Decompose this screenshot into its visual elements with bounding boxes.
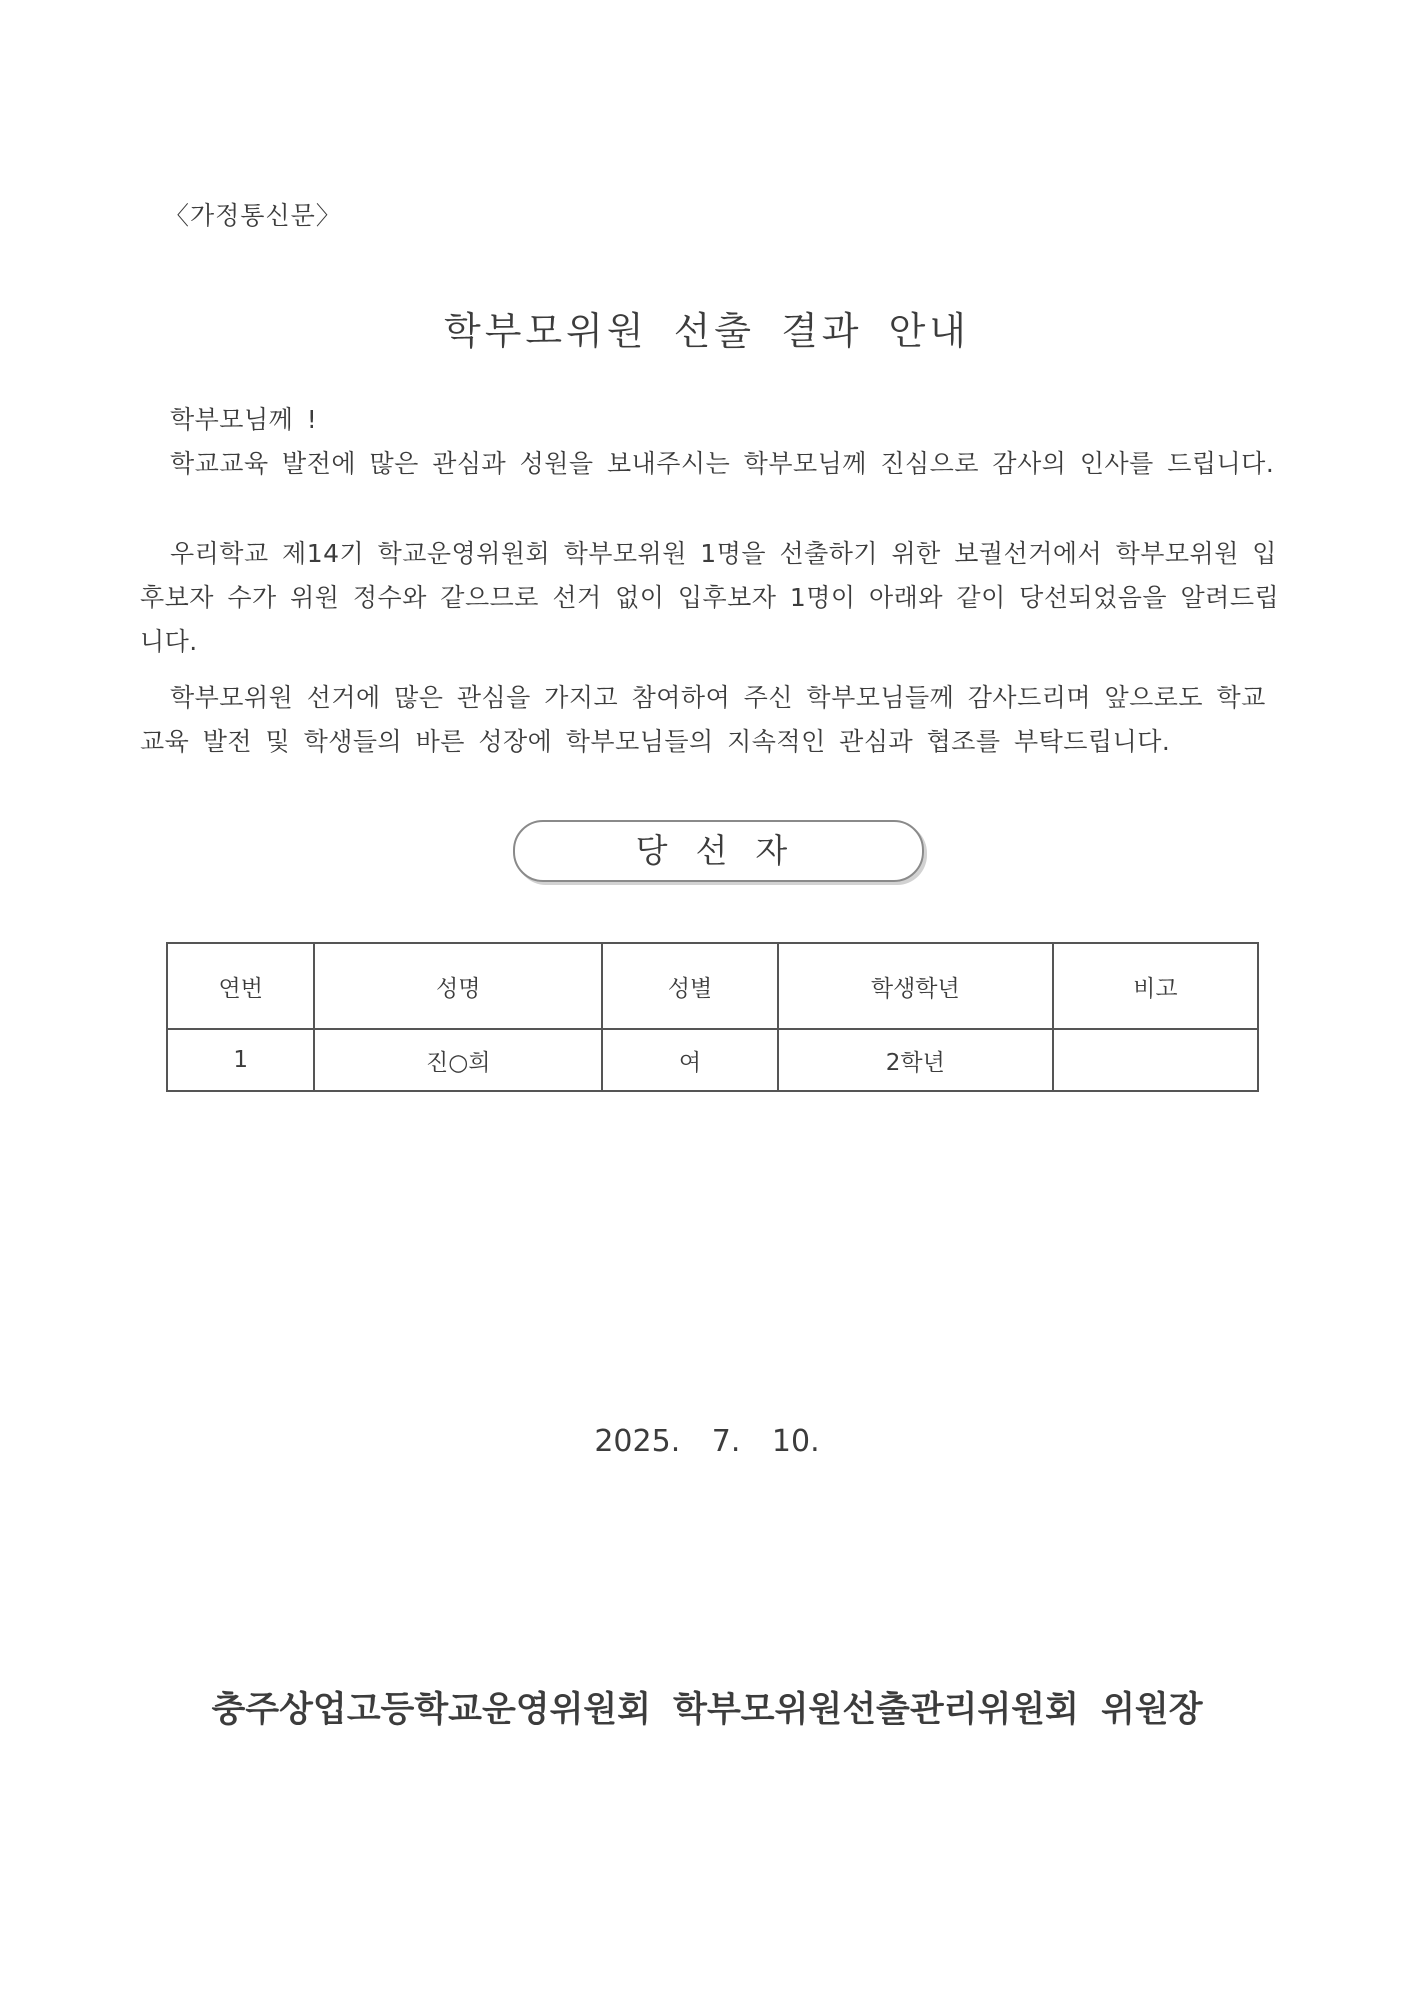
greeting-text: 학부모님께 ! (170, 405, 318, 434)
document-type-label: 〈가정통신문〉 (164, 201, 342, 230)
header-note: 비고 (1053, 943, 1258, 1029)
header-grade: 학생학년 (778, 943, 1053, 1029)
cell-name: 진○희 (314, 1029, 602, 1091)
document-date: 2025. 7. 10. (594, 1424, 820, 1459)
greeting-block (140, 398, 1280, 486)
cell-note (1053, 1029, 1258, 1091)
announcement-text: 우리학교 제14기 학교운영위원회 학부모위원 1명을 선출하기 위한 보궐선거에서 학부모위원 입후보자 수가 위원 정수와 같으므로 선거 없이 입후보자 1명이 아래와 같이 당선되었음을 알려드립니다. (140, 539, 1280, 656)
announcement-paragraph (140, 532, 1280, 664)
table-header-row (167, 943, 1258, 1029)
cell-grade: 2학년 (778, 1029, 1053, 1091)
table-row (167, 1029, 1258, 1091)
intro-text: 학교교육 발전에 많은 관심과 성원을 보내주시는 학부모님께 진심으로 감사의 인사를 드립니다. (170, 449, 1275, 478)
cell-gender: 여 (602, 1029, 778, 1091)
winner-heading: 당선자 (513, 820, 924, 882)
cell-no: 1 (167, 1029, 314, 1091)
winner-table (166, 942, 1259, 1092)
thanks-text: 학부모위원 선거에 많은 관심을 가지고 참여하여 주신 학부모님들께 감사드리며 앞으로도 학교 교육 발전 및 학생들의 바른 성장에 학부모님들의 지속적인 관심과 협조를 부탁드립니다. (140, 683, 1266, 756)
header-name: 성명 (314, 943, 602, 1029)
thanks-paragraph (140, 676, 1280, 764)
document-title: 학부모위원 선출 결과 안내 (443, 309, 971, 353)
header-no: 연번 (167, 943, 314, 1029)
header-gender: 성별 (602, 943, 778, 1029)
document-signature: 충주상업고등학교운영위원회 학부모위원선출관리위원회 위원장 (211, 1690, 1203, 1730)
